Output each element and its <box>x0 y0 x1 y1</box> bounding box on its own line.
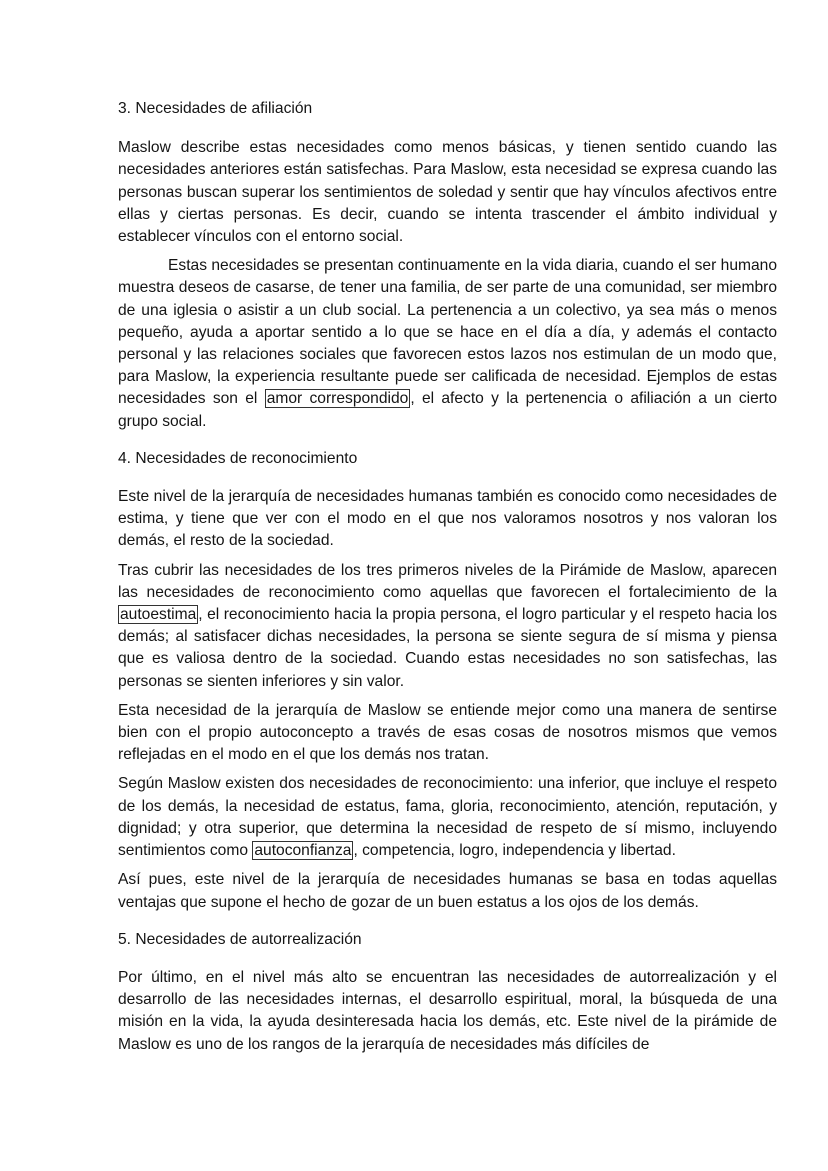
paragraph: Maslow describe estas necesidades como menos básicas, y tienen sentido cuando las necesidades anteriores están satisfechas. Para Maslow, esta necesidad se expresa cuando las personas buscan superar los sentimientos de soledad y sentir que hay vínculos afectivos entre ellas y ciertas personas. Es decir, cuando se intenta trascender el ámbito individual y establecer vínculos con el entorno social. <box>118 139 777 246</box>
paragraph <box>118 255 777 433</box>
paragraph-text: , el reconocimiento hacia la propia persona, el logro particular y el respeto hacia los demás; al satisfacer dichas necesidades, la persona se siente segura de sí misma y piensa que es valiosa dentro de la sociedad. Cuando estas necesidades no son satisfechas, las personas se sienten inferiores y sin valor. <box>118 606 777 690</box>
paragraph: Por último, en el nivel más alto se encuentran las necesidades de autorrealización y el desarrollo de las necesidades internas, el desarrollo espiritual, moral, la búsqueda de una misión en la vida, la ayuda desinteresada hacia los demás, etc. Este nivel de la pirámide de Maslow es uno de los rangos de la jerarquía de necesidades más difíciles de <box>118 968 777 1053</box>
paragraph <box>118 773 777 862</box>
paragraph-text: Tras cubrir las necesidades de los tres primeros niveles de la Pirámide de Maslow, aparecen las necesidades de reconocimiento como aquellas que favorecen el fortalecimiento de la <box>118 561 777 601</box>
paragraph: Esta necesidad de la jerarquía de Maslow se entiende mejor como una manera de sentirse bien con el propio autoconcepto a través de esas cosas de nosotros mismos que vemos reflejadas en el modo en el que los demás nos tratan. <box>118 701 777 764</box>
link-amor-correspondido[interactable]: amor correspondido <box>266 390 409 408</box>
link-autoconfianza[interactable]: autoconfianza <box>254 842 352 860</box>
section-heading-autorrealizacion: 5. Necesidades de autorrealización <box>118 930 362 948</box>
paragraph <box>118 560 777 693</box>
document-page <box>118 98 777 1056</box>
paragraph-text: Según Maslow existen dos necesidades de reconocimiento: una inferior, que incluye el respeto de los demás, la necesidad de estatus, fama, gloria, reconocimiento, atención, reputación, y dignidad; y otra superior, que determina la necesidad de respeto de sí mismo, incluyendo sentimientos como <box>118 775 777 860</box>
section-heading-afiliacion: 3. Necesidades de afiliación <box>118 100 313 117</box>
paragraph-text: , competencia, logro, independencia y libertad. <box>353 842 676 860</box>
paragraph-text: Estas necesidades se presentan continuamente en la vida diaria, cuando el ser humano muestra deseos de casarse, de tener una familia, de ser parte de una comunidad, ser miembro de una iglesia o asistir a un club social. La pertenencia a un colectivo, ya sea más o menos pequeño, ayuda a aportar sentido a lo que se hace en el día a día, y además el contacto personal y las relaciones sociales que favorecen estos lazos nos estimulan de un modo que, para Maslow, la experiencia resultante puede ser calificada de necesidad. Ejemplos de estas necesidades son el <box>118 257 777 408</box>
paragraph: Así pues, este nivel de la jerarquía de necesidades humanas se basa en todas aquellas ventajas que supone el hecho de gozar de un buen estatus a los ojos de los demás. <box>118 871 777 911</box>
section-heading-reconocimiento: 4. Necesidades de reconocimiento <box>118 449 358 467</box>
paragraph-text: , el afecto y la pertenencia o afiliación a un cierto grupo social. <box>118 390 778 430</box>
paragraph: Este nivel de la jerarquía de necesidades humanas también es conocido como necesidades de estima, y tiene que ver con el modo en el que nos valoramos nosotros y nos valoran los demás, el resto de la sociedad. <box>118 488 777 550</box>
link-autoestima[interactable]: autoestima <box>120 606 197 624</box>
